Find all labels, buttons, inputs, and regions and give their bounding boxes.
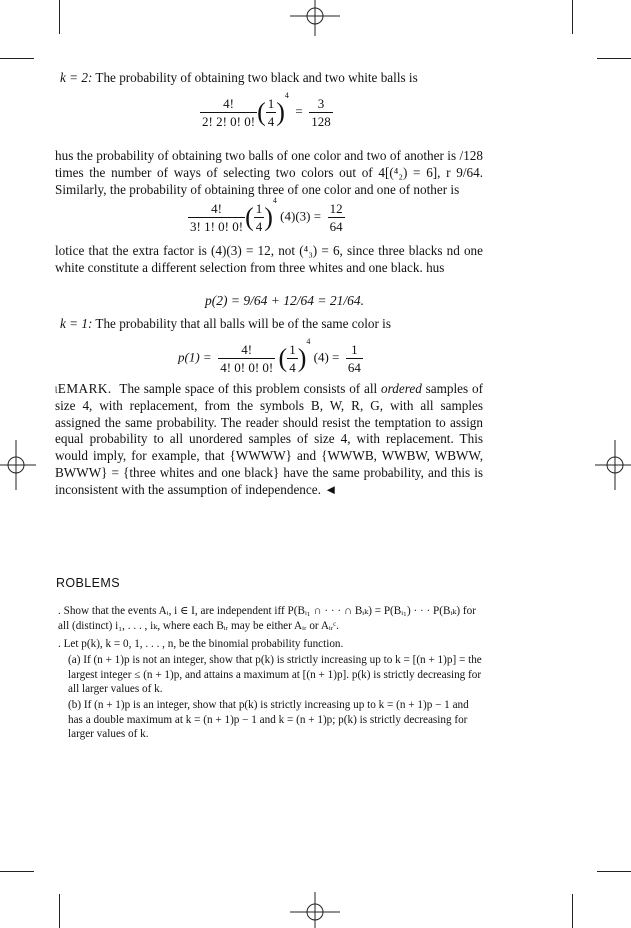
- eq1-exponent: 4: [284, 91, 289, 101]
- eq4-denominator: 4! 0! 0! 0!: [220, 360, 274, 375]
- remark-text-b: samples of size 4, with replacement, from the symbols B, W, R, G, with all samples assigned the same probability. The reader should resist the temptation to assign equal probability to all unordered samples of size 4, with replacement. This would imply, for example, that {WWWW} and {WWWB, WWBW, WBWW, BWWW} = {three whites and one black} have the same probability, and this is inconsistent with the assumption of independence.: [55, 381, 483, 497]
- registration-mark-right-icon: [595, 440, 631, 490]
- eq4-fraction: [218, 342, 275, 375]
- equation-p1: p(1) = $\frac{4!}{4! 0! 0! 0!}$ ( $\frac{1}{4}$ )$^4$ (4) = $\frac{1}{64}$: [178, 337, 361, 375]
- problem-2-intro: . Let p(k), k = 0, 1, . . . , n, be the binomial probability function.: [58, 638, 344, 650]
- remark-label: ɩEMARK.: [55, 381, 112, 396]
- eq4-result: $\frac{1}{64}$: [347, 342, 361, 375]
- eq2-factor: (4)(3) =: [280, 208, 322, 224]
- crop-mark-right-top: [597, 58, 631, 59]
- eq4-exponent: 4: [306, 337, 311, 347]
- case-k2-text: The probability of obtaining two black and two white balls is: [92, 70, 418, 85]
- eq1-equals: =: [295, 103, 303, 119]
- case-k2-lead: k = 2:: [60, 70, 93, 85]
- crop-mark-top-left: [59, 0, 60, 34]
- eq4-quarter: $\frac{1}{4}$: [289, 342, 296, 375]
- registration-mark-top-icon: [290, 0, 340, 36]
- remark-ordered: ordered: [381, 381, 422, 396]
- eq2-quarter: $\frac{1}{4}$: [255, 201, 263, 234]
- eq2-numerator: 4!: [188, 201, 245, 218]
- eq1-numerator: 4!: [200, 96, 257, 113]
- eq4-numerator: 4!: [218, 342, 275, 359]
- crop-mark-bottom-right: [572, 894, 573, 928]
- case-k1-text: The probability that all balls will be of the same color is: [92, 316, 391, 331]
- equation-p2: p(2) = 9/64 + 12/64 = 21/64.: [205, 293, 364, 308]
- case-k1-lead: k = 1:: [60, 316, 93, 331]
- remark-paragraph: [55, 381, 483, 499]
- eq2-denominator: 3! 1! 0! 0!: [190, 219, 244, 234]
- equation-three-one: $\frac{4!}{3! 1! 0! 0!}$ ( $\frac{1}{4}$ )$^4$ (4)(3) = $\frac{12}{64}$: [190, 196, 343, 234]
- eq2-fraction: [188, 201, 245, 234]
- problem-2b: (b) If (n + 1)p is an integer, show that p(k) is strictly increasing up to k = (n + 1)p − 1 and has a double maximum at k = (n + 1)p − 1 and k = (n + 1)p; p(k) is strictly decreasing for larger values of k.: [68, 699, 469, 741]
- eq1-quarter: $\frac{1}{4}$: [267, 96, 275, 129]
- registration-mark-left-icon: [0, 440, 36, 490]
- case-k2-line: [60, 70, 488, 87]
- problem-2a: (a) If (n + 1)p is not an integer, show that p(k) is strictly increasing up to k = [(n + 1)p] = the largest integer ≤ (n + 1)p, and attains a maximum at [(n + 1)p]. p(k) is strictly decreasing for all larger values of k.: [68, 654, 482, 696]
- eq2-result: $\frac{12}{64}$: [329, 201, 343, 234]
- registration-mark-bottom-icon: [290, 892, 340, 928]
- eq2-exponent: 4: [272, 196, 277, 206]
- crop-mark-left-top: [0, 58, 34, 59]
- crop-mark-bottom-left: [59, 894, 60, 928]
- crop-mark-top-right: [572, 0, 573, 34]
- end-of-example-icon: ◄: [324, 481, 338, 497]
- eq1-fraction: [200, 96, 257, 129]
- remark-text-a: The sample space of this problem consists of all: [119, 381, 382, 396]
- equation-k2: $\frac{4!}{2! 2! 0! 0!}$ ( $\frac{1}{4}$ )$^4$ = $\frac{3}{128}$: [202, 91, 331, 129]
- problems-heading: ROBLEMS: [56, 576, 120, 590]
- eq4-factor: (4) =: [313, 349, 340, 365]
- crop-mark-right-bottom: [597, 871, 631, 872]
- eq4-lhs: p(1) =: [178, 349, 212, 365]
- problem-1: . Show that the events Aᵢ, i ∈ I, are independent iff P(Bᵢ₁ ∩ · · · ∩ Bᵢₖ) = P(Bᵢ₁) · · · P(Bᵢₖ) for all (distinct) i₁, . . . , iₖ, where each Bᵢᵣ may be either Aᵢᵣ or Aᵢᵣᶜ.: [58, 605, 476, 632]
- eq1-denominator: 2! 2! 0! 0!: [202, 114, 256, 129]
- eq1-result: $\frac{3}{128}$: [311, 96, 331, 129]
- paragraph-extra-factor: lotice that the extra factor is (4)(3) = 12, not (⁴₃) = 6, since three blacks nd one white constitute a different selection from three whites and one black. hus: [55, 243, 483, 275]
- crop-mark-left-bottom: [0, 871, 34, 872]
- paragraph-two-colors: hus the probability of obtaining two balls of one color and two of another is /128 times the number of ways of selecting two colors out of 4[(⁴₂) = 6], r 9/64. Similarly, the probability of obtaining three of one color and one of nother is: [55, 148, 483, 197]
- case-k1-line: [60, 316, 488, 333]
